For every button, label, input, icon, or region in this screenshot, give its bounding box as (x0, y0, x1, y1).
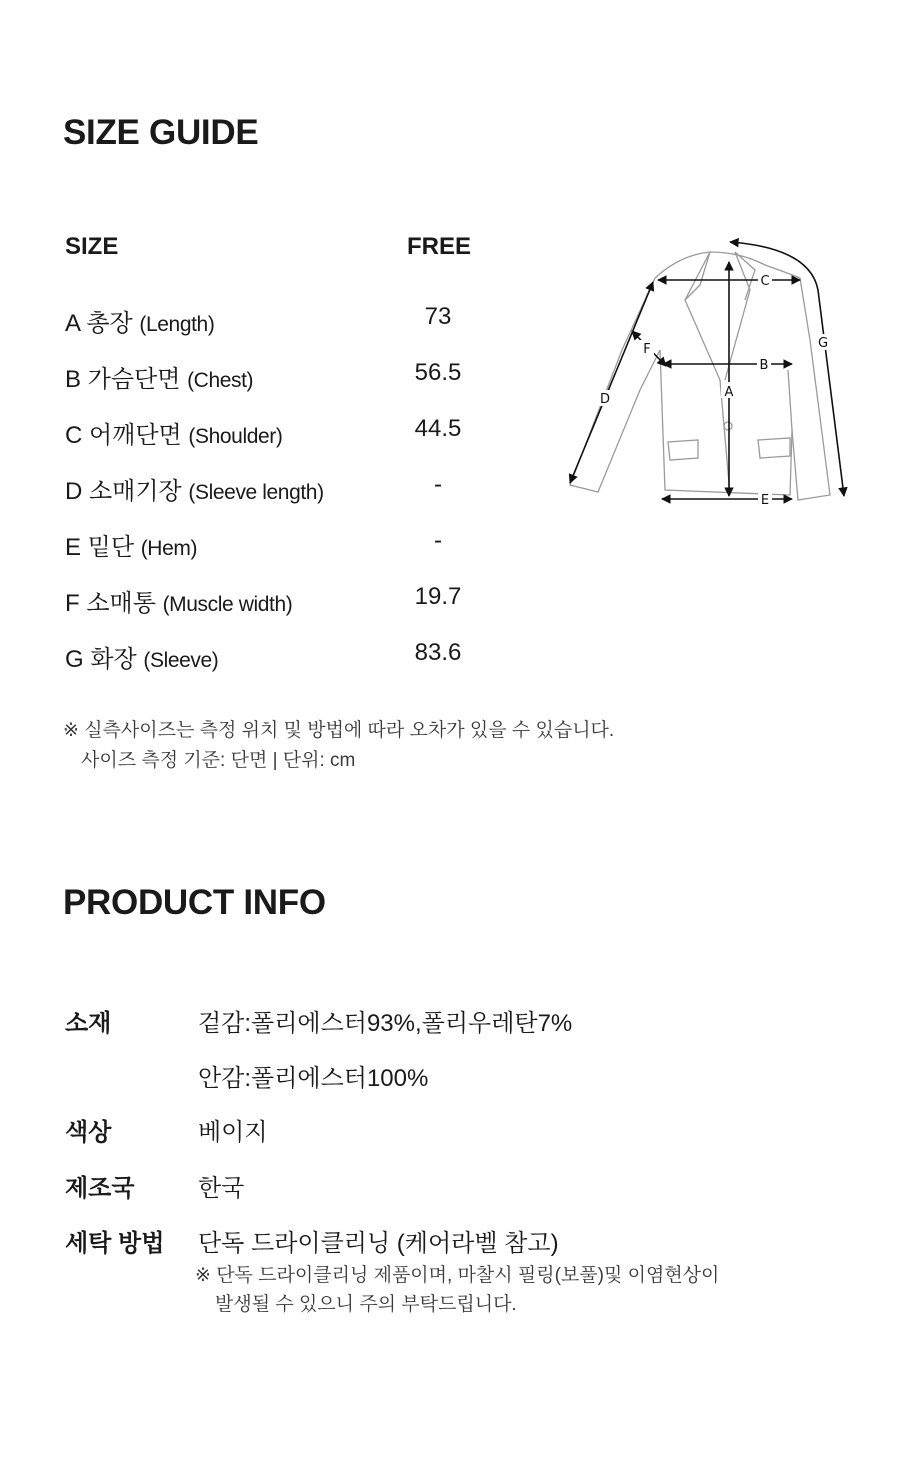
material-inner-value: 안감:폴리에스터100% (198, 1065, 429, 1092)
diagram-label-d: D (599, 392, 611, 407)
size-row-value: 73 (424, 303, 452, 330)
size-note-unit: 사이즈 측정 기준: 단면 | 단위: cm (81, 750, 356, 771)
size-row-value: 44.5 (414, 415, 462, 442)
size-note-measurement: ※ 실측사이즈는 측정 위치 및 방법에 따라 오차가 있을 수 있습니다. (63, 720, 615, 741)
size-row-muscle-width (0, 583, 560, 623)
wash-value: 단독 드라이클리닝 (케어라벨 참고) (198, 1230, 559, 1257)
jacket-measurement-diagram (560, 230, 860, 520)
wash-note-line2: 발생될 수 있으니 주의 부탁드립니다. (215, 1294, 517, 1315)
size-row-label: G 화장 (Sleeve) (65, 646, 219, 673)
color-value: 베이지 (198, 1119, 268, 1146)
origin-value: 한국 (198, 1175, 245, 1202)
size-row-value: - (434, 471, 442, 498)
size-row-label: B 가슴단면 (Chest) (65, 366, 254, 393)
size-row-label: C 어깨단면 (Shoulder) (65, 422, 283, 449)
size-row-value: - (434, 527, 442, 554)
material-label: 소재 (65, 1010, 112, 1037)
size-row-sleeve (0, 639, 560, 679)
material-outer-value: 겉감:폴리에스터93%,폴리우레탄7% (198, 1010, 573, 1037)
size-row-sleeve-length (0, 471, 560, 511)
size-row-label: D 소매기장 (Sleeve length) (65, 478, 324, 505)
diagram-label-c: C (760, 274, 770, 289)
free-column-header: FREE (407, 233, 472, 260)
size-row-chest (0, 359, 560, 399)
diagram-label-b: B (759, 358, 769, 373)
wash-label: 세탁 방법 (65, 1230, 165, 1257)
diagram-label-g: G (817, 336, 829, 351)
size-row-label: A 총장 (Length) (65, 310, 215, 337)
diagram-label-f: F (643, 342, 651, 357)
size-row-value: 19.7 (414, 583, 462, 610)
size-column-header: SIZE (65, 233, 119, 260)
wash-note-line1: ※ 단독 드라이클리닝 제품이며, 마찰시 필링(보풀)및 이염현상이 (195, 1265, 720, 1286)
diagram-label-a: A (724, 385, 734, 400)
size-row-label: F 소매통 (Muscle width) (65, 590, 293, 617)
size-row-hem (0, 527, 560, 567)
size-guide-title: SIZE GUIDE (63, 113, 259, 152)
size-row-length (0, 303, 560, 343)
size-row-label: E 밑단 (Hem) (65, 534, 198, 561)
size-row-value: 56.5 (414, 359, 462, 386)
jacket-outline (570, 252, 830, 500)
size-row-value: 83.6 (414, 639, 462, 666)
color-label: 색상 (65, 1119, 112, 1146)
origin-label: 제조국 (65, 1175, 135, 1202)
size-row-shoulder (0, 415, 560, 455)
product-info-title: PRODUCT INFO (63, 883, 326, 922)
diagram-label-e: E (760, 493, 770, 508)
